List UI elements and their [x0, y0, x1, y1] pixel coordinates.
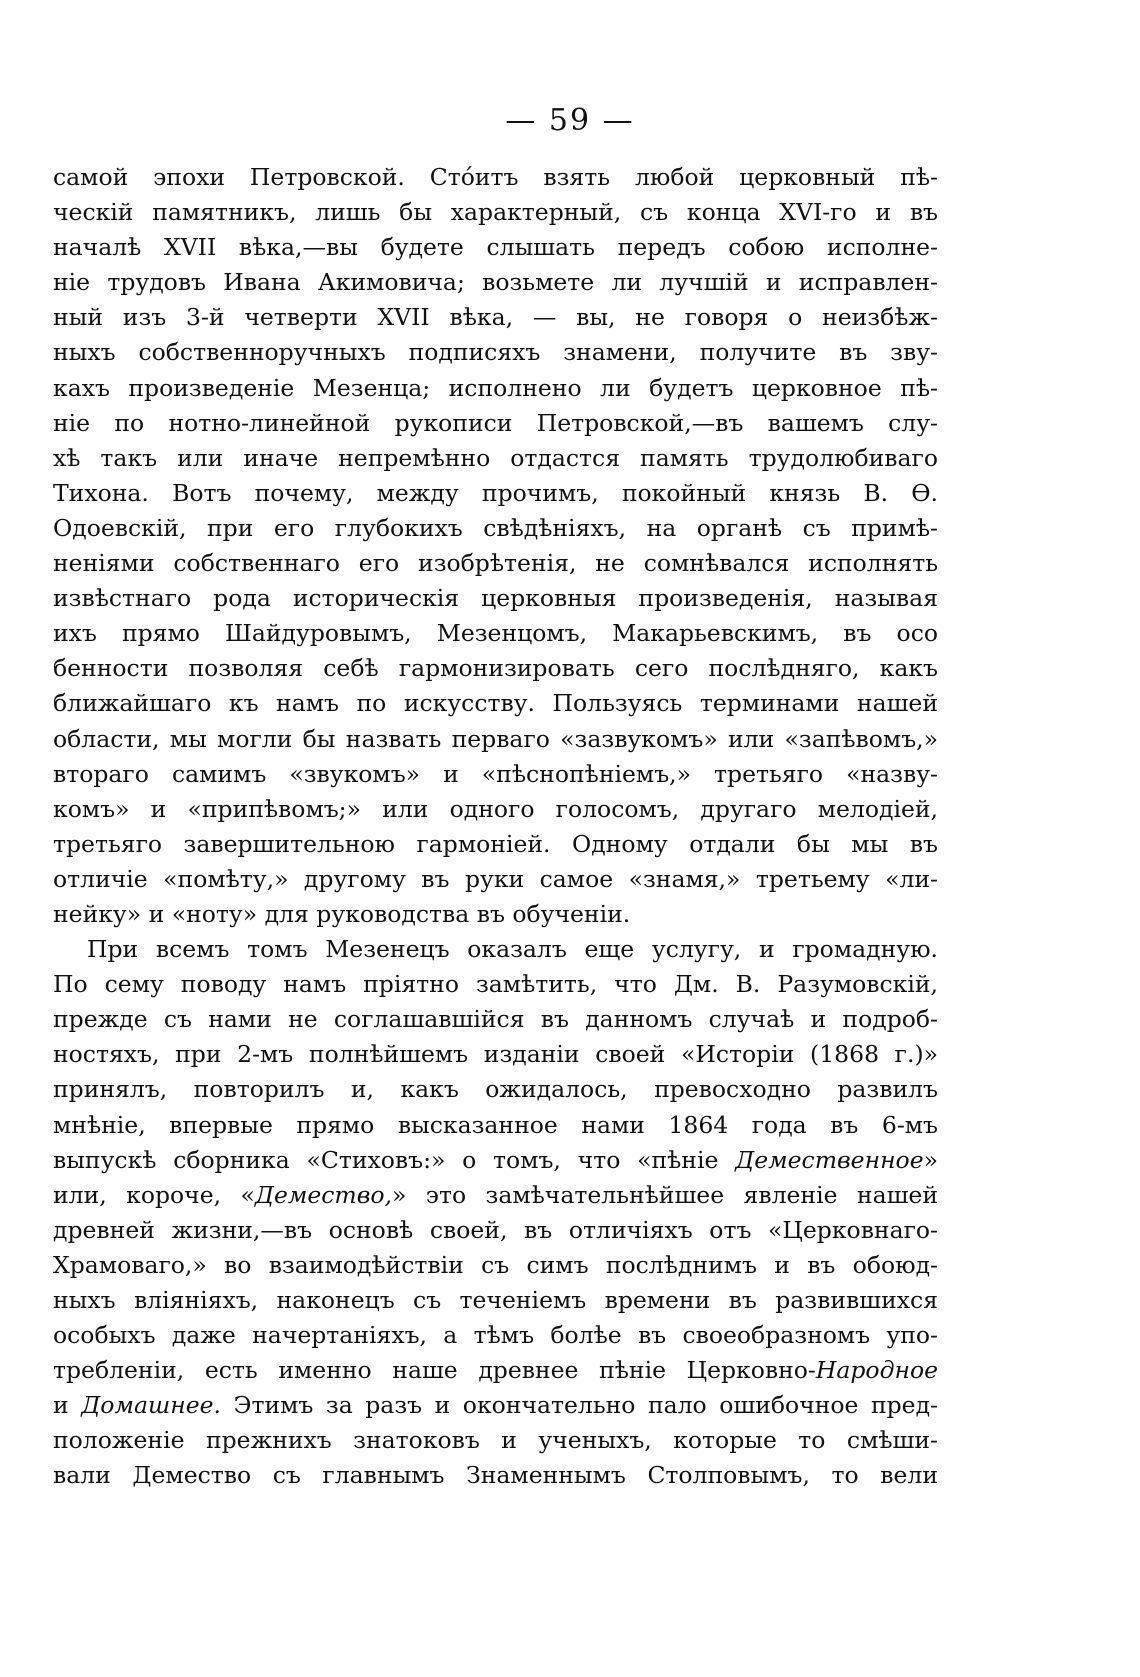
text-line: ностяхъ, при 2-мъ полнѣйшемъ изданіи своей «Исторіи (1868 г.)» — [53, 1040, 938, 1069]
text-line: ческій памятникъ, лишь бы характерный, съ конца XVI-го и въ — [53, 198, 938, 227]
text-line: вали Демество съ главнымъ Знаменнымъ Столповымъ, то вели — [53, 1461, 938, 1490]
italic-term: Демественное — [735, 1145, 924, 1174]
text-run: выпускѣ сборника «Стиховъ:» о томъ, что «пѣніе — [53, 1145, 736, 1174]
text-run: и — [53, 1391, 82, 1420]
text-run: или, короче, « — [53, 1180, 255, 1209]
text-line: ближайшаго къ намъ по искусству. Пользуясь терминами нашей — [53, 689, 938, 718]
text-line — [53, 1388, 938, 1423]
text-line: кахъ произведеніе Мезенца; исполнено ли будетъ церковное пѣ- — [53, 373, 938, 402]
text-line: началѣ XVII вѣка,—вы будете слышать передъ собою исполне- — [53, 233, 938, 262]
text-line: области, мы могли бы назвать перваго «зазвукомъ» или «запѣвомъ,» — [53, 724, 938, 753]
text-line: Тихона. Вотъ почему, между прочимъ, покойный князь В. Ѳ. — [53, 478, 938, 507]
text-line: ихъ прямо Шайдуровымъ, Мезенцомъ, Макарьевскимъ, въ осо — [53, 619, 938, 648]
text-line: Одоевскій, при его глубокихъ свѣдѣніяхъ, на органѣ съ примѣ- — [53, 513, 938, 542]
text-line: положеніе прежнихъ знатоковъ и ученыхъ, которые то смѣши- — [53, 1426, 938, 1455]
paragraph-1 — [53, 160, 938, 932]
italic-term: Демество, — [254, 1180, 393, 1209]
text-line: самой эпохи Петровской. Стóитъ взять любой церковный пѣ- — [53, 163, 938, 191]
page-number: — 59 — — [505, 103, 635, 138]
text-run: Этимъ за разъ и окончательно пало ошибочное пред- — [220, 1391, 938, 1420]
text-run: » — [923, 1145, 938, 1174]
text-run: » это замѣчательнѣйшее явленіе нашей — [392, 1180, 938, 1209]
text-line: древней жизни,—въ основѣ своей, въ отличіяхъ отъ «Церковнаго- — [53, 1215, 938, 1244]
text-line: нейку» и «ноту» для руководства въ обученіи. — [53, 899, 631, 928]
text-run: требленіи, есть именно наше древнее пѣніе Церковно- — [53, 1356, 816, 1385]
text-line: третьяго завершительною гармоніей. Одному отдали бы мы въ — [53, 829, 938, 858]
text-line: бенности позволяя себѣ гармонизировать сего послѣдняго, какъ — [53, 654, 938, 683]
text-line: неніями собственнаго его изобрѣтенія, не сомнѣвался исполнять — [53, 549, 938, 578]
text-line — [53, 1143, 938, 1178]
text-line: хѣ такъ или иначе непремѣнно отдастся память трудолюбиваго — [53, 443, 938, 472]
text-line: мнѣніе, впервые прямо высказанное нами 1864 года въ 6-мъ — [53, 1110, 938, 1139]
text-line: ныхъ собственноручныхъ подписяхъ знамени, получите въ зву- — [53, 338, 938, 367]
text-line: ніе по нотно-линейной рукописи Петровской,—въ вашемъ слу- — [53, 408, 938, 437]
paragraph-2 — [53, 932, 938, 1494]
text-line: ныхъ вліяніяхъ, наконецъ съ теченіемъ времени въ развившихся — [53, 1286, 938, 1314]
text-line: принялъ, повторилъ и, какъ ожидалось, превосходно развилъ — [53, 1075, 938, 1104]
text-line: извѣстнаго рода историческія церковныя произведенія, называя — [53, 584, 938, 613]
text-line: комъ» и «припѣвомъ;» или одного голосомъ, другаго мелодіей, — [53, 794, 938, 823]
text-line: При всемъ томъ Мезенецъ оказалъ еще услугу, и громадную. — [87, 935, 938, 964]
text-line: прежде съ нами не соглашавшійся въ данномъ случаѣ и подроб- — [53, 1005, 938, 1034]
text-line — [53, 1178, 938, 1213]
text-line: ный изъ 3-й четверти XVII вѣка, — вы, не говоря о неизбѣж- — [53, 303, 938, 332]
text-line: особыхъ даже начертаніяхъ, а тѣмъ болѣе въ своеобразномъ упо- — [53, 1321, 938, 1350]
text-line: ніе трудовъ Ивана Акимовича; возьмете ли лучшій и исправлен- — [53, 268, 938, 297]
body-text — [53, 160, 938, 1494]
text-line: отличіе «помѣту,» другому въ руки самое «знамя,» третьему «ли- — [53, 864, 938, 893]
text-line: По сему поводу намъ пріятно замѣтить, что Дм. В. Разумовскій, — [53, 970, 938, 999]
text-line: втораго самимъ «звукомъ» и «пѣснопѣніемъ,» третьяго «назву- — [53, 759, 938, 788]
italic-term: Домашнее. — [81, 1391, 221, 1420]
text-line: Храмоваго,» во взаимодѣйствіи съ симъ послѣднимъ и въ обоюд- — [53, 1250, 938, 1279]
text-line — [53, 1353, 938, 1388]
italic-term: Народное — [815, 1356, 938, 1385]
